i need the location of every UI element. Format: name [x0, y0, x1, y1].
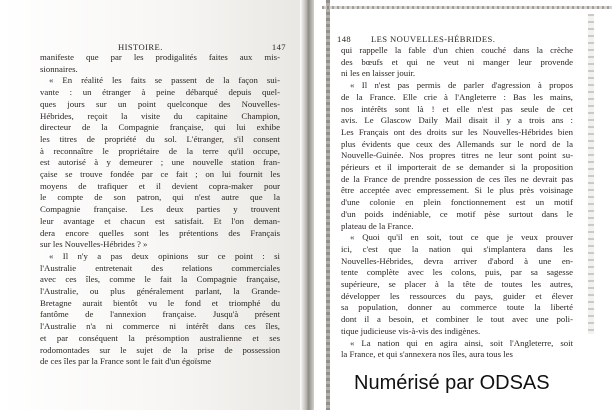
- text-line: leur avantage et chacun est satisfait. Et l'on deman-: [40, 215, 280, 226]
- text-line: le compte de son patron, qui n'est autre que la: [40, 192, 280, 203]
- text-line: directeur de la Compagnie française, qui lui exhibe: [40, 122, 280, 133]
- text-line: de ces îles par la France sont le fait d'un égoïsme: [40, 356, 212, 367]
- text-line: de la France. Elle crie à l'Angleterre : Bas les mains,: [341, 91, 573, 102]
- text-line: l'Australie n'a ni commerce ni intérêt dans ces îles,: [40, 321, 280, 332]
- book-gutter: [300, 0, 314, 410]
- running-head-right: LES NOUVELLES-HÉBRIDES.: [371, 34, 496, 44]
- text-line: plateau de la France.: [341, 220, 414, 231]
- text-line: nos intérêts sont là ! et elle n'est pas seule de cet: [341, 103, 573, 114]
- text-line: supérieure, se placer à la tête de toutes les autres,: [341, 279, 573, 290]
- right-page-body: [341, 45, 573, 361]
- text-line: la France, et qui s'annexera nos îles, aura tous les: [341, 349, 513, 360]
- text-line: Bretagne aurait bientôt vu le fond et triomphé du: [40, 297, 280, 308]
- text-line: Les Français ont des droits sur les Nouvelles-Hébrides bien: [341, 126, 573, 137]
- text-line: ques jours sur un point quelconque des Nouvelles-: [40, 98, 280, 109]
- text-line: tique judicieuse vis-à-vis des indigènes.: [341, 325, 481, 336]
- text-line: Hébrides, reçoit la visite du capitaine Champion,: [40, 110, 280, 121]
- text-line: sionnaires.: [40, 63, 78, 74]
- page-number-right: 148: [337, 34, 352, 44]
- text-line: et par conséquent la présomption australienne et ses: [40, 332, 280, 343]
- text-line: moyens de trafiquer et il devient copra-maker pour: [40, 180, 280, 191]
- text-line: fantôme de l'annexion française. Jusqu'à présent: [40, 309, 280, 320]
- text-line: rodomontades sur le sujet de la prise de possession: [40, 344, 280, 355]
- text-line: dont il a besoin, et combiner le tout avec une poli-: [341, 314, 573, 325]
- text-line: d'une colonie en plein fonctionnement est un motif: [341, 197, 573, 208]
- text-line: « Il n'est pas permis de parler d'agression à propos: [350, 80, 573, 91]
- page-edge-top: [322, 6, 612, 9]
- text-line: l'Australie entretenait des relations commerciales: [40, 262, 280, 273]
- text-line: dera encore quelles sont les prétentions des Français: [40, 227, 280, 238]
- right-page: [306, 0, 612, 410]
- text-line: les titres de propriété du sol. L'étranger, s'il consent: [40, 133, 280, 144]
- text-line: avec ces îles, comme le fait la Compagnie française,: [40, 274, 280, 285]
- text-line: de la France de prendre possession de ces îles ne devrait pas: [341, 173, 573, 184]
- digitization-watermark: Numérisé par ODSAS: [354, 372, 550, 394]
- text-line: d'un poids indéniable, ce motif pèse surtout dans le: [341, 208, 573, 219]
- text-line: ni les en laisser jouir.: [341, 68, 416, 79]
- page-edge-left-of-right-page: [326, 0, 330, 410]
- text-line: périeurs et il importerait de se demander si la proposition: [341, 162, 573, 173]
- text-line: « En réalité les faits se passent de la façon sui-: [49, 75, 280, 86]
- page-number-left: 147: [271, 42, 286, 52]
- text-line: tente complète avec les colons, puis, par sa sagesse: [341, 267, 573, 278]
- text-line: manifeste que par les prodigalités faites aux mis-: [40, 52, 280, 62]
- text-line: Compagnie française. Les deux parties y trouvent: [40, 204, 280, 215]
- text-line: être acceptée avec empressement. Si le plus près voisinage: [341, 185, 573, 196]
- text-line: sa population, donner au commerce toute la liberté: [341, 302, 573, 313]
- text-line: « Quoi qu'il en soit, tout ce que je veux prouver: [350, 232, 573, 243]
- text-line: « La nation qui en agira ainsi, soit l'Angleterre, soit: [350, 337, 573, 348]
- text-line: çaise se trouve fondée par ce fait ; on lui fournit les: [40, 169, 280, 180]
- text-line: avis. Le Glascow Daily Mail disait il y a trois ans :: [341, 115, 573, 126]
- running-head-left: HISTOIRE.: [118, 42, 163, 52]
- text-line: qui rappelle la fable d'un chien couché dans la crèche: [341, 45, 573, 55]
- text-line: développer les ressources du pays, guider et élever: [341, 290, 573, 301]
- left-page-body: [40, 52, 280, 368]
- text-line: des bœufs et qui ne veut ni manger leur provende: [341, 56, 573, 67]
- text-line: ici, c'est que la nation qui s'implantera dans les: [341, 243, 573, 254]
- text-line: plus évidents que ceux des Allemands sur le nord de la: [341, 138, 573, 149]
- text-line: « Il n'y a pas deux opinions sur ce point : si: [49, 250, 280, 261]
- text-line: vante : un étranger à peine débarqué depuis quel-: [40, 87, 280, 98]
- text-line: l'Australie, ou plus généralement parlant, la Grande-: [40, 286, 280, 297]
- text-line: à reconnaître le propriétaire de la terre qu'il occupe,: [40, 145, 280, 156]
- text-line: sur les Nouvelles-Hébrides ? »: [40, 239, 148, 250]
- text-line: est autorisé à y demeurer ; une nouvelle station fran-: [40, 157, 280, 168]
- text-line: Nouvelle-Guinée. Nos propres titres ne leur sont point su-: [341, 150, 573, 161]
- page-edge-right: [588, 14, 594, 334]
- text-line: Nouvelles-Hébrides, devra arriver d'abord à une en-: [341, 255, 573, 266]
